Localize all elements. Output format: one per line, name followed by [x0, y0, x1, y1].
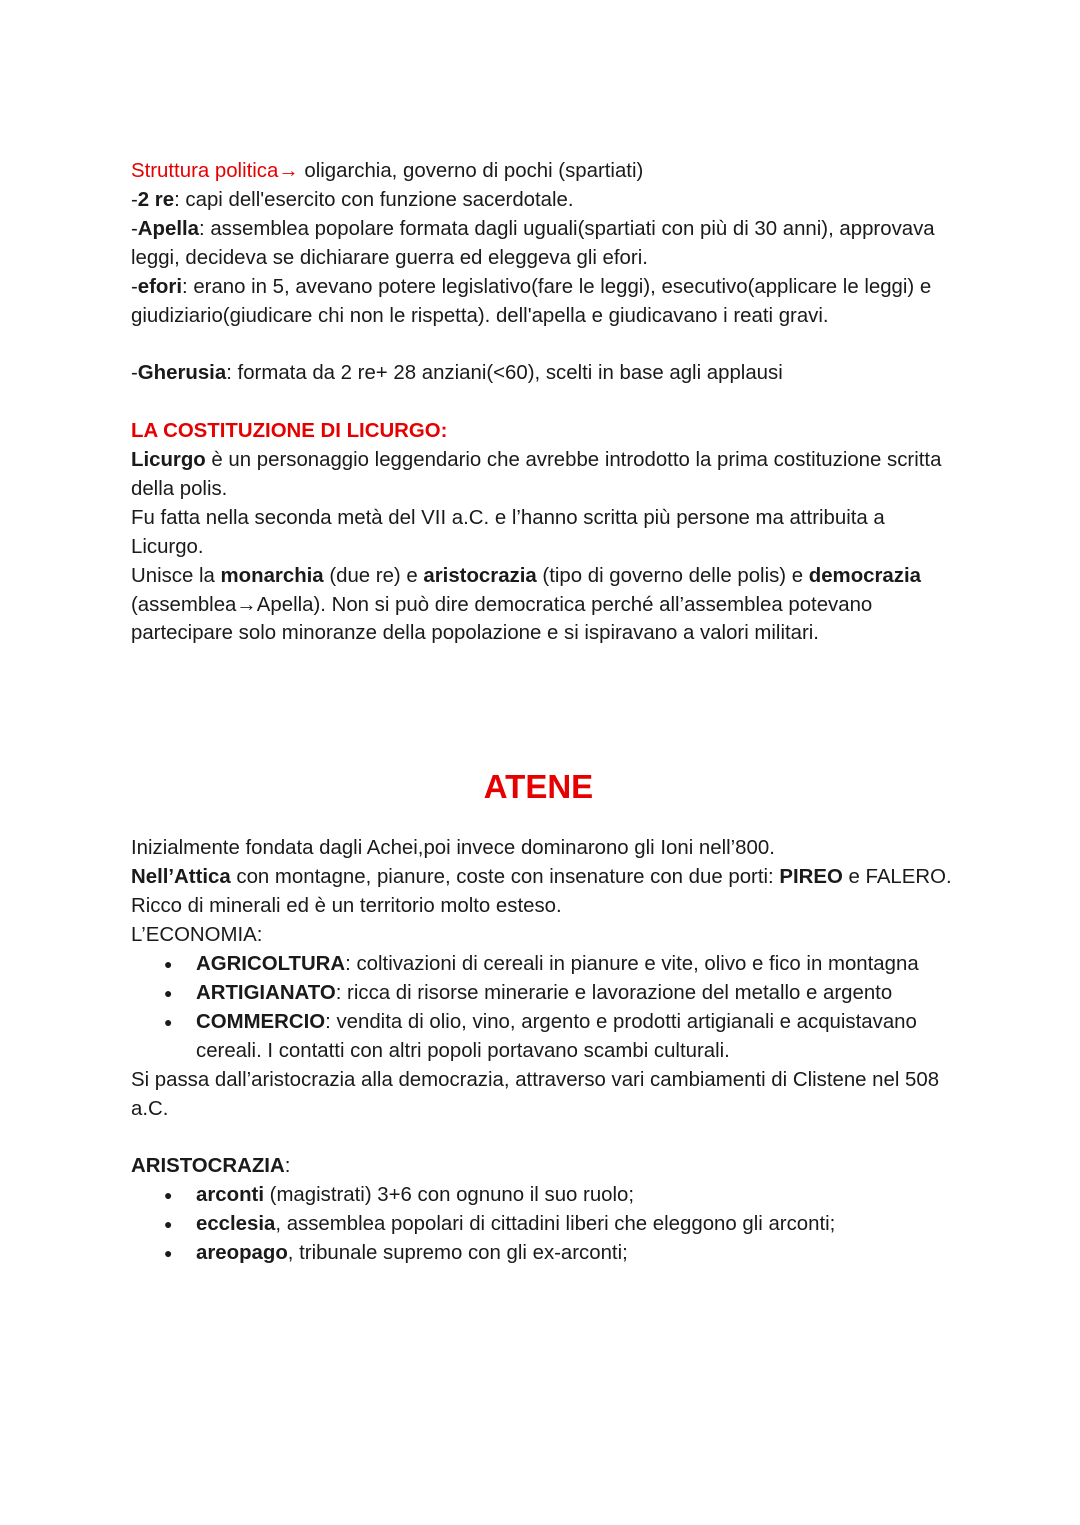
aristocrazia-label: ARISTOCRAZIA: [131, 1155, 285, 1178]
aristocrazia-text: , tribunale supremo con gli ex-arconti;: [287, 1242, 628, 1265]
pireo-term: PIREO: [779, 866, 843, 889]
efori-term: efori: [137, 275, 182, 298]
licurgo-p1-text: è un personaggio leggendario che avrebbe introdotto la prima costituzione scritta della polis.: [131, 449, 942, 500]
aristocrazia-term: areopago: [196, 1242, 288, 1265]
licurgo-heading: [131, 417, 961, 446]
attica-term: Nell’Attica: [131, 866, 231, 889]
aristocrazia-term: arconti: [196, 1184, 264, 1207]
spacer: [131, 388, 961, 417]
licurgo-paragraph-3: [131, 562, 961, 649]
aristocrazia-text: , assemblea popolari di cittadini liberi che eleggono gli arconti;: [275, 1213, 836, 1236]
economia-text: : vendita di olio, vino, argento e prodotti artigianali e acquistavano cereali. I contatti con altri popoli portavano scambi culturali.: [196, 1010, 917, 1062]
licurgo-p3-d: (assemblea→Apella). Non si può dire democratica perché all’assemblea potevano partecipare solo minoranze della popolazione e si ispiravano a valori militari.: [131, 593, 873, 645]
attica-paragraph: [131, 863, 961, 921]
atene-intro: Inizialmente fondata dagli Achei,poi invece dominarono gli Ioni nell’800.: [131, 837, 775, 860]
re-text: : capi dell'esercito con funzione sacerdotale.: [174, 188, 574, 211]
apella-paragraph: -Apella: assemblea popolare formata dagli uguali(spartiati con più di 30 anni), approvava leggi, decideva se dichiarare guerra ed eleggeva gli efori.: [131, 217, 935, 269]
economia-term: COMMERCIO: [196, 1010, 326, 1033]
licurgo-p3-a: Unisce la: [131, 564, 221, 587]
list-item: [196, 979, 961, 1008]
economia-text: : ricca di risorse minerarie e lavorazione del metallo e argento: [335, 981, 893, 1004]
gherusia-text: : formata da 2 re+ 28 anziani(<60), scelti in base agli applausi: [226, 362, 783, 385]
licurgo-p3-c: (tipo di governo delle polis) e: [536, 564, 809, 587]
spacer: [131, 807, 961, 834]
struttura-politica-text: oligarchia, governo di pochi (spartiati): [298, 160, 644, 182]
passaggio-paragraph: Si passa dall’aristocrazia alla democrazia, attraverso vari cambiamenti di Clistene nel 508 a.C.: [131, 1068, 940, 1120]
licurgo-heading-text: LA COSTITUZIONE DI LICURGO:: [131, 420, 448, 443]
document-page: [131, 157, 961, 1268]
re-line: -2 re: capi dell'esercito con funzione sacerdotale.: [131, 188, 574, 211]
spacer: [131, 1123, 961, 1152]
democrazia-term: democrazia: [808, 564, 921, 587]
aristocrazia-text: (magistrati) 3+6 con ognuno il suo ruolo;: [263, 1184, 635, 1207]
re-term: 2 re: [137, 188, 175, 211]
licurgo-p3-b: (due re) e: [323, 564, 424, 587]
apella-term: Apella: [137, 217, 199, 240]
list-item: [196, 1210, 961, 1239]
licurgo-paragraph-1: [131, 446, 961, 504]
licurgo-term: Licurgo: [131, 449, 206, 472]
aristocrazia-colon: :: [284, 1155, 291, 1178]
spacer: [131, 648, 961, 767]
economia-list: [131, 950, 961, 1066]
gherusia-term: Gherusia: [137, 362, 227, 385]
list-item: [196, 1181, 961, 1210]
list-item: [196, 1008, 961, 1066]
monarchia-term: monarchia: [220, 564, 324, 587]
economia-text: : coltivazioni di cereali in pianure e vite, olivo e fico in montagna: [345, 953, 919, 975]
aristocrazia-list: [131, 1181, 961, 1268]
aristocrazia-term: aristocrazia: [423, 564, 537, 587]
list-item: [196, 950, 961, 979]
gherusia-line: -Gherusia: formata da 2 re+ 28 anziani(<60), scelti in base agli applausi: [131, 362, 783, 385]
attica-text-2: e FALERO. Ricco di minerali ed è un territorio molto esteso.: [131, 866, 952, 918]
struttura-politica-label: Struttura politica→: [131, 160, 299, 182]
efori-paragraph: -efori: erano in 5, avevano potere legislativo(fare le leggi), esecutivo(applicare le leggi) e giudiziario(giudicare chi non le rispetta). dell'apella e giudicavano i reati gravi.: [131, 275, 932, 327]
aristocrazia-term: ecclesia: [196, 1213, 276, 1236]
spacer: [131, 330, 961, 359]
list-item: [196, 1239, 961, 1268]
licurgo-paragraph-2: Fu fatta nella seconda metà del VII a.C. e l’hanno scritta più persone ma attribuita a Licurgo.: [131, 506, 885, 558]
aristocrazia-heading: [131, 1152, 961, 1181]
economia-term: AGRICOLTURA: [196, 953, 346, 975]
apella-text: : assemblea popolare formata dagli uguali(spartiati con più di 30 anni), approvava leggi, decideva se dichiarare guerra ed eleggeva gli efori.: [131, 217, 935, 269]
struttura-politica-line: [131, 157, 961, 186]
economia-label: L’ECONOMIA:: [131, 924, 263, 947]
economia-term: ARTIGIANATO: [196, 981, 336, 1004]
atene-title: ATENE: [483, 768, 594, 806]
attica-text: con montagne, pianure, coste con insenature con due porti:: [230, 866, 780, 889]
efori-text: : erano in 5, avevano potere legislativo(fare le leggi), esecutivo(applicare le leggi) e giudiziario(giudicare chi non le rispetta). dell'apella e giudicavano i reati gravi.: [131, 275, 932, 327]
